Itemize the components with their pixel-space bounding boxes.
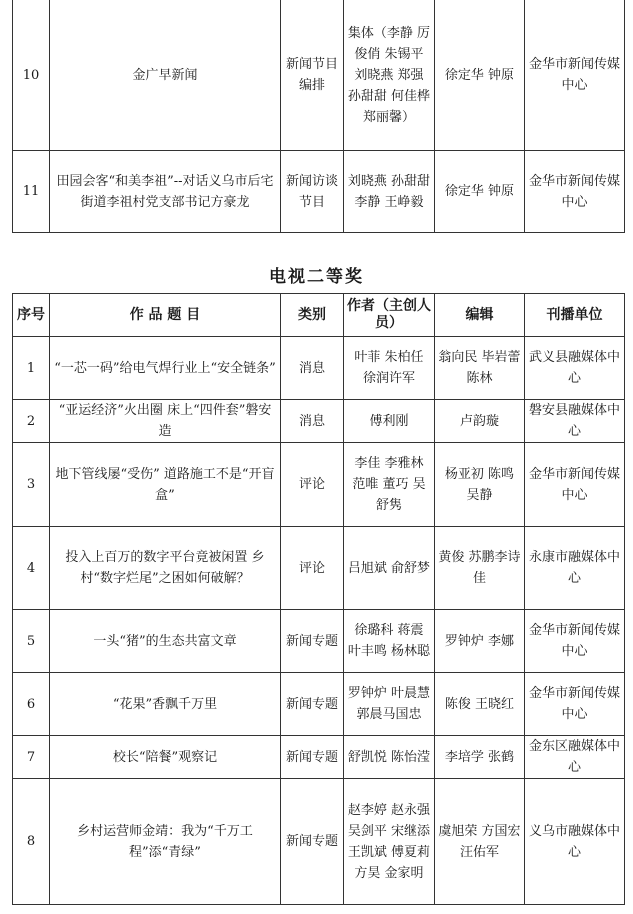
header-unit: 刊播单位 bbox=[525, 294, 625, 337]
work-title: 校长“陪餐”观察记 bbox=[50, 736, 281, 779]
work-author: 徐璐科 蒋震 叶丰鸣 杨林聪 bbox=[344, 610, 435, 673]
work-category: 新闻节目编排 bbox=[281, 0, 344, 151]
work-author: 集体（李静 厉俊俏 朱锡平 刘晓燕 郑强 孙甜甜 何佳桦 郑丽馨） bbox=[344, 0, 435, 151]
broadcast-unit: 金华市新闻传媒中心 bbox=[525, 610, 625, 673]
work-editor: 徐定华 钟原 bbox=[435, 0, 525, 151]
work-title: “亚运经济”火出圈 床上“四件套”磐安造 bbox=[50, 400, 281, 443]
work-author: 傅利刚 bbox=[344, 400, 435, 443]
work-title: “一芯一码”给电气焊行业上“安全链条” bbox=[50, 337, 281, 400]
work-category: 新闻专题 bbox=[281, 673, 344, 736]
broadcast-unit: 金华市新闻传媒中心 bbox=[525, 443, 625, 527]
row-number: 3 bbox=[13, 443, 50, 527]
broadcast-unit: 金华市新闻传媒中心 bbox=[525, 673, 625, 736]
table-row bbox=[13, 443, 625, 527]
table-header-row bbox=[13, 294, 625, 337]
work-title: 投入上百万的数字平台竟被闲置 乡村“数字烂尾”之困如何破解？ bbox=[50, 527, 281, 610]
work-editor: 罗钟炉 李娜 bbox=[435, 610, 525, 673]
broadcast-unit: 武义县融媒体中心 bbox=[525, 337, 625, 400]
work-editor: 李培学 张鹤 bbox=[435, 736, 525, 779]
row-number: 1 bbox=[13, 337, 50, 400]
work-title: 乡村运营师金靖：我为“千万工程”添“青绿” bbox=[50, 779, 281, 905]
work-author: 李佳 李雅林 范唯 董巧 吴舒隽 bbox=[344, 443, 435, 527]
work-category: 评论 bbox=[281, 443, 344, 527]
work-category: 消息 bbox=[281, 400, 344, 443]
broadcast-unit: 金东区融媒体中心 bbox=[525, 736, 625, 779]
work-title: 一头“猪”的生态共富文章 bbox=[50, 610, 281, 673]
row-number: 4 bbox=[13, 527, 50, 610]
header-title: 作 品 题 目 bbox=[50, 294, 281, 337]
row-number: 11 bbox=[13, 151, 50, 233]
work-author: 舒凯悦 陈怡滢 bbox=[344, 736, 435, 779]
table-row bbox=[13, 736, 625, 779]
work-editor: 虞旭荣 方国宏 汪佑军 bbox=[435, 779, 525, 905]
broadcast-unit: 永康市融媒体中心 bbox=[525, 527, 625, 610]
work-title: 田园会客“和美李祖”--对话义乌市后宅街道李祖村党支部书记方豪龙 bbox=[50, 151, 281, 233]
work-editor: 徐定华 钟原 bbox=[435, 151, 525, 233]
section-title: 电视二等奖 bbox=[269, 267, 364, 287]
row-number: 2 bbox=[13, 400, 50, 443]
work-title: “花果”香飘千万里 bbox=[50, 673, 281, 736]
header-editor: 编辑 bbox=[435, 294, 525, 337]
table-row bbox=[13, 673, 625, 736]
row-number: 6 bbox=[13, 673, 50, 736]
row-number: 5 bbox=[13, 610, 50, 673]
work-category: 评论 bbox=[281, 527, 344, 610]
work-category: 新闻专题 bbox=[281, 736, 344, 779]
table-row bbox=[13, 400, 625, 443]
table-row bbox=[13, 527, 625, 610]
work-editor: 黄俊 苏鹏李诗佳 bbox=[435, 527, 525, 610]
work-title: 金广早新闻 bbox=[50, 0, 281, 151]
table-row bbox=[13, 151, 625, 233]
work-category: 新闻专题 bbox=[281, 610, 344, 673]
work-editor: 翁向民 毕岩蕾 陈林 bbox=[435, 337, 525, 400]
work-category: 新闻访谈节目 bbox=[281, 151, 344, 233]
table-row bbox=[13, 779, 625, 905]
work-author: 罗钟炉 叶晨慧 郭晨马国忠 bbox=[344, 673, 435, 736]
work-category: 新闻专题 bbox=[281, 779, 344, 905]
table-row bbox=[13, 610, 625, 673]
work-author: 叶菲 朱柏任 徐润许军 bbox=[344, 337, 435, 400]
work-editor: 杨亚初 陈鸣 吴静 bbox=[435, 443, 525, 527]
award-table-tv-second-prize bbox=[12, 293, 625, 905]
broadcast-unit: 义乌市融媒体中心 bbox=[525, 779, 625, 905]
table-row bbox=[13, 337, 625, 400]
table-row bbox=[13, 0, 625, 151]
header-number: 序号 bbox=[13, 294, 50, 337]
header-author: 作者（主创人员） bbox=[344, 294, 435, 337]
work-editor: 陈俊 王晓红 bbox=[435, 673, 525, 736]
row-number: 8 bbox=[13, 779, 50, 905]
work-author: 赵李婷 赵永强 吴剑平 宋继添 王凯斌 傅夏莉 方昊 金家明 bbox=[344, 779, 435, 905]
work-editor: 卢韵璇 bbox=[435, 400, 525, 443]
work-category: 消息 bbox=[281, 337, 344, 400]
broadcast-unit: 金华市新闻传媒中心 bbox=[525, 151, 625, 233]
row-number: 7 bbox=[13, 736, 50, 779]
header-category: 类别 bbox=[281, 294, 344, 337]
broadcast-unit: 磐安县融媒体中心 bbox=[525, 400, 625, 443]
broadcast-unit: 金华市新闻传媒中心 bbox=[525, 0, 625, 151]
row-number: 10 bbox=[13, 0, 50, 151]
work-author: 刘晓燕 孙甜甜 李静 王峥毅 bbox=[344, 151, 435, 233]
work-title: 地下管线屡“受伤” 道路施工不是“开盲盒” bbox=[50, 443, 281, 527]
award-table-continued bbox=[12, 0, 625, 233]
work-author: 吕旭斌 俞舒梦 bbox=[344, 527, 435, 610]
